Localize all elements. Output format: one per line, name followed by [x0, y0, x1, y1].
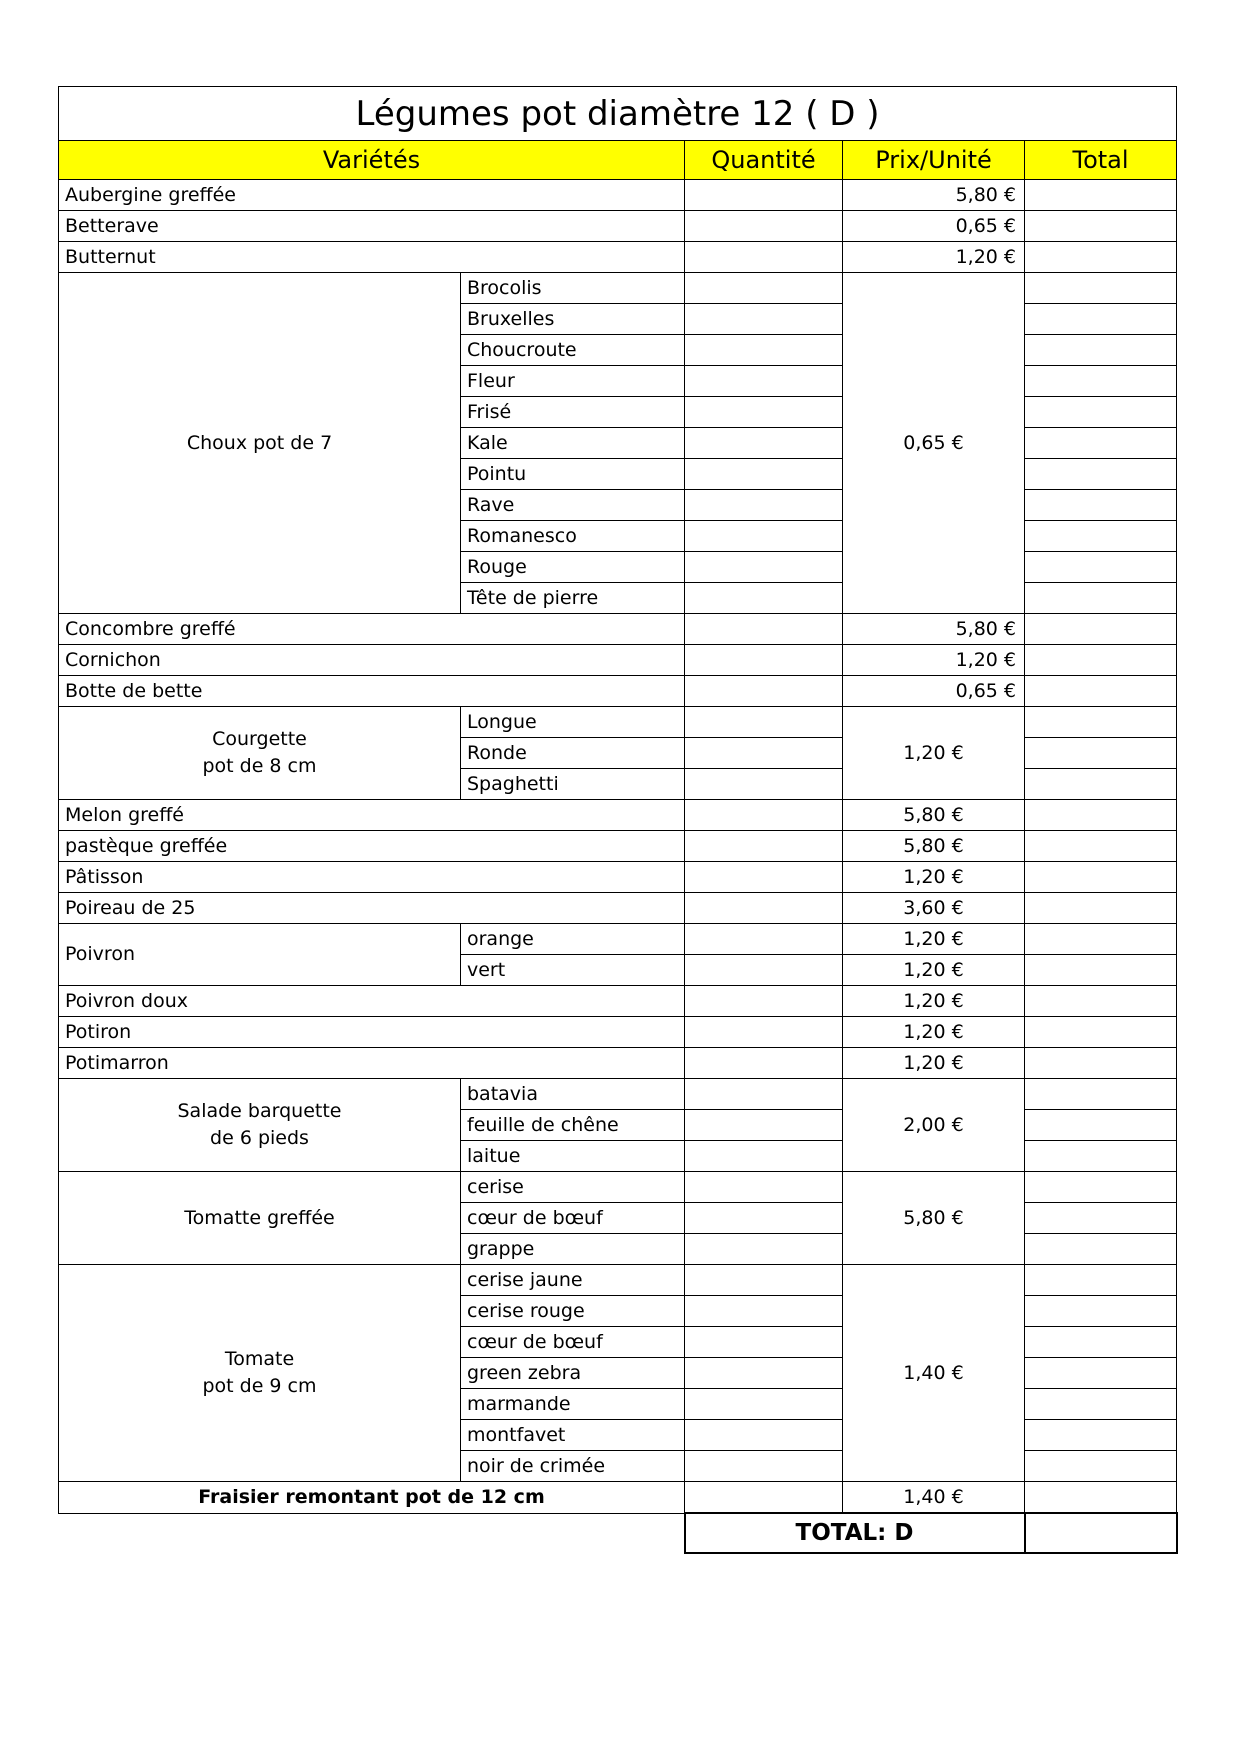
table-row [59, 862, 1177, 893]
header-quantite: Quantité [685, 141, 843, 180]
variety-name: Botte de bette [59, 676, 685, 707]
unit-price: 3,60 € [843, 893, 1025, 924]
subvariety-name: cœur de bœuf [461, 1327, 685, 1358]
total-cell [1025, 738, 1177, 769]
unit-price: 5,80 € [843, 614, 1025, 645]
order-sheet [58, 86, 1176, 1554]
total-cell [1025, 180, 1177, 211]
table-row [59, 1017, 1177, 1048]
total-cell [1025, 1296, 1177, 1327]
subvariety-name: Fleur [461, 366, 685, 397]
subvariety-name: Ronde [461, 738, 685, 769]
total-cell [1025, 552, 1177, 583]
quantity-input-cell[interactable] [685, 304, 843, 335]
total-cell [1025, 1141, 1177, 1172]
total-cell [1025, 211, 1177, 242]
total-cell [1025, 521, 1177, 552]
group-unit-price: 5,80 € [843, 1172, 1025, 1265]
quantity-input-cell[interactable] [685, 924, 843, 955]
group-unit-price: 2,00 € [843, 1079, 1025, 1172]
quantity-input-cell[interactable] [685, 645, 843, 676]
subvariety-name: Brocolis [461, 273, 685, 304]
subvariety-name: cerise rouge [461, 1296, 685, 1327]
header-varietes: Variétés [59, 141, 685, 180]
quantity-input-cell[interactable] [685, 552, 843, 583]
quantity-input-cell[interactable] [685, 986, 843, 1017]
subvariety-name: green zebra [461, 1358, 685, 1389]
quantity-input-cell[interactable] [685, 1141, 843, 1172]
total-cell [1025, 676, 1177, 707]
unit-price: 1,20 € [843, 645, 1025, 676]
subvariety-name: Rouge [461, 552, 685, 583]
subvariety-name: noir de crimée [461, 1451, 685, 1482]
total-cell [1025, 1327, 1177, 1358]
group-label [59, 1265, 461, 1482]
total-cell [1025, 1265, 1177, 1296]
unit-price: 0,65 € [843, 211, 1025, 242]
quantity-input-cell[interactable] [685, 273, 843, 304]
group-label-line1: Salade barquette [177, 1100, 342, 1123]
subvariety-name: Tête de pierre [461, 583, 685, 614]
group-unit-price: 0,65 € [843, 273, 1025, 614]
subvariety-name: Choucroute [461, 335, 685, 366]
table-row [59, 986, 1177, 1017]
total-cell [1025, 366, 1177, 397]
variety-name: Butternut [59, 242, 685, 273]
table-row [59, 1172, 1177, 1203]
group-label-line2: pot de 9 cm [202, 1375, 317, 1397]
unit-price: 1,20 € [843, 986, 1025, 1017]
total-cell [1025, 1017, 1177, 1048]
group-label: Tomatte greffée [59, 1172, 461, 1265]
quantity-input-cell[interactable] [685, 1203, 843, 1234]
subvariety-name: Romanesco [461, 521, 685, 552]
total-cell [1025, 1203, 1177, 1234]
unit-price: 1,20 € [843, 955, 1025, 986]
total-cell [1025, 1048, 1177, 1079]
table-row [59, 180, 1177, 211]
quantity-input-cell[interactable] [685, 1358, 843, 1389]
table-row [59, 831, 1177, 862]
variety-name: Poivron doux [59, 986, 685, 1017]
table-row [59, 1265, 1177, 1296]
quantity-input-cell[interactable] [685, 1079, 843, 1110]
group-label: Poivron [59, 924, 461, 986]
total-cell [1025, 769, 1177, 800]
subvariety-name: Rave [461, 490, 685, 521]
subvariety-name: orange [461, 924, 685, 955]
table-row [59, 893, 1177, 924]
subvariety-name: Longue [461, 707, 685, 738]
table-row [59, 273, 1177, 304]
subvariety-name: Spaghetti [461, 769, 685, 800]
variety-name: Betterave [59, 211, 685, 242]
page-title: Légumes pot diamètre 12 ( D ) [59, 87, 1177, 141]
quantity-input-cell[interactable] [685, 955, 843, 986]
group-label-line1: Courgette [212, 728, 307, 751]
quantity-input-cell[interactable] [685, 1296, 843, 1327]
variety-name: Poireau de 25 [59, 893, 685, 924]
subvariety-name: vert [461, 955, 685, 986]
total-cell [1025, 273, 1177, 304]
variety-name: Cornichon [59, 645, 685, 676]
quantity-input-cell[interactable] [685, 800, 843, 831]
subvariety-name: cerise [461, 1172, 685, 1203]
quantity-input-cell[interactable] [685, 1420, 843, 1451]
quantity-input-cell[interactable] [685, 831, 843, 862]
unit-price: 1,20 € [843, 1017, 1025, 1048]
total-cell [1025, 800, 1177, 831]
variety-name: Melon greffé [59, 800, 685, 831]
quantity-input-cell[interactable] [685, 862, 843, 893]
total-cell [1025, 242, 1177, 273]
group-label [59, 707, 461, 800]
variety-name: pastèque greffée [59, 831, 685, 862]
quantity-input-cell[interactable] [685, 1017, 843, 1048]
table-row [59, 1482, 1177, 1514]
subvariety-name: Frisé [461, 397, 685, 428]
unit-price: 1,20 € [843, 242, 1025, 273]
variety-name: Pâtisson [59, 862, 685, 893]
unit-price: 5,80 € [843, 800, 1025, 831]
total-cell [1025, 831, 1177, 862]
group-label-line2: de 6 pieds [210, 1127, 309, 1149]
group-unit-price: 1,20 € [843, 707, 1025, 800]
unit-price: 1,20 € [843, 862, 1025, 893]
variety-name: Aubergine greffée [59, 180, 685, 211]
quantity-input-cell[interactable] [685, 180, 843, 211]
table-row [59, 707, 1177, 738]
subvariety-name: cœur de bœuf [461, 1203, 685, 1234]
quantity-input-cell[interactable] [685, 738, 843, 769]
total-cell [1025, 645, 1177, 676]
total-cell [1025, 397, 1177, 428]
total-cell [1025, 1420, 1177, 1451]
total-cell [1025, 955, 1177, 986]
group-label [59, 1079, 461, 1172]
order-table [58, 86, 1178, 1554]
subvariety-name: laitue [461, 1141, 685, 1172]
unit-price: 0,65 € [843, 676, 1025, 707]
quantity-input-cell[interactable] [685, 1327, 843, 1358]
quantity-input-cell[interactable] [685, 335, 843, 366]
subvariety-name: Pointu [461, 459, 685, 490]
grand-total-value [1025, 1513, 1177, 1553]
header-total: Total [1025, 141, 1177, 180]
subvariety-name: grappe [461, 1234, 685, 1265]
total-cell [1025, 707, 1177, 738]
table-row [59, 800, 1177, 831]
unit-price: 1,20 € [843, 924, 1025, 955]
variety-name: Potimarron [59, 1048, 685, 1079]
unit-price: 1,20 € [843, 1048, 1025, 1079]
quantity-input-cell[interactable] [685, 1234, 843, 1265]
group-label-line2: pot de 8 cm [202, 755, 317, 777]
quantity-input-cell[interactable] [685, 428, 843, 459]
total-cell [1025, 1079, 1177, 1110]
quantity-input-cell[interactable] [685, 459, 843, 490]
quantity-input-cell[interactable] [685, 366, 843, 397]
group-label: Choux pot de 7 [59, 273, 461, 614]
total-cell [1025, 1482, 1177, 1514]
unit-price: 1,40 € [843, 1482, 1025, 1514]
table-row [59, 614, 1177, 645]
header-prix: Prix/Unité [843, 141, 1025, 180]
quantity-input-cell[interactable] [685, 211, 843, 242]
total-cell [1025, 459, 1177, 490]
subvariety-name: batavia [461, 1079, 685, 1110]
table-row [59, 1079, 1177, 1110]
total-cell [1025, 986, 1177, 1017]
quantity-input-cell[interactable] [685, 676, 843, 707]
total-cell [1025, 893, 1177, 924]
quantity-input-cell[interactable] [685, 1389, 843, 1420]
total-cell [1025, 1172, 1177, 1203]
total-cell [1025, 1234, 1177, 1265]
total-cell [1025, 924, 1177, 955]
group-unit-price: 1,40 € [843, 1265, 1025, 1482]
table-row [59, 676, 1177, 707]
quantity-input-cell[interactable] [685, 521, 843, 552]
total-cell [1025, 335, 1177, 366]
table-row [59, 242, 1177, 273]
table-row [59, 924, 1177, 955]
quantity-input-cell[interactable] [685, 1265, 843, 1296]
quantity-input-cell[interactable] [685, 1482, 843, 1514]
table-row [59, 211, 1177, 242]
total-cell [1025, 490, 1177, 521]
quantity-input-cell[interactable] [685, 1048, 843, 1079]
table-row [59, 1048, 1177, 1079]
grand-total-row [59, 1513, 1177, 1553]
subvariety-name: Kale [461, 428, 685, 459]
total-cell [1025, 428, 1177, 459]
variety-name: Fraisier remontant pot de 12 cm [59, 1482, 685, 1514]
group-label-line1: Tomate [224, 1348, 295, 1371]
quantity-input-cell[interactable] [685, 1172, 843, 1203]
quantity-input-cell[interactable] [685, 893, 843, 924]
quantity-input-cell[interactable] [685, 614, 843, 645]
quantity-input-cell[interactable] [685, 769, 843, 800]
quantity-input-cell[interactable] [685, 1110, 843, 1141]
variety-name: Concombre greffé [59, 614, 685, 645]
subvariety-name: marmande [461, 1389, 685, 1420]
total-cell [1025, 1110, 1177, 1141]
spacer [59, 1513, 685, 1553]
quantity-input-cell[interactable] [685, 707, 843, 738]
quantity-input-cell[interactable] [685, 242, 843, 273]
quantity-input-cell[interactable] [685, 397, 843, 428]
total-cell [1025, 583, 1177, 614]
total-cell [1025, 304, 1177, 335]
total-cell [1025, 862, 1177, 893]
subvariety-name: cerise jaune [461, 1265, 685, 1296]
grand-total-label: TOTAL: D [685, 1513, 1025, 1553]
total-cell [1025, 1389, 1177, 1420]
subvariety-name: feuille de chêne [461, 1110, 685, 1141]
quantity-input-cell[interactable] [685, 1451, 843, 1482]
unit-price: 5,80 € [843, 180, 1025, 211]
quantity-input-cell[interactable] [685, 490, 843, 521]
table-row [59, 645, 1177, 676]
subvariety-name: montfavet [461, 1420, 685, 1451]
subvariety-name: Bruxelles [461, 304, 685, 335]
variety-name: Potiron [59, 1017, 685, 1048]
total-cell [1025, 1358, 1177, 1389]
total-cell [1025, 614, 1177, 645]
total-cell [1025, 1451, 1177, 1482]
unit-price: 5,80 € [843, 831, 1025, 862]
quantity-input-cell[interactable] [685, 583, 843, 614]
